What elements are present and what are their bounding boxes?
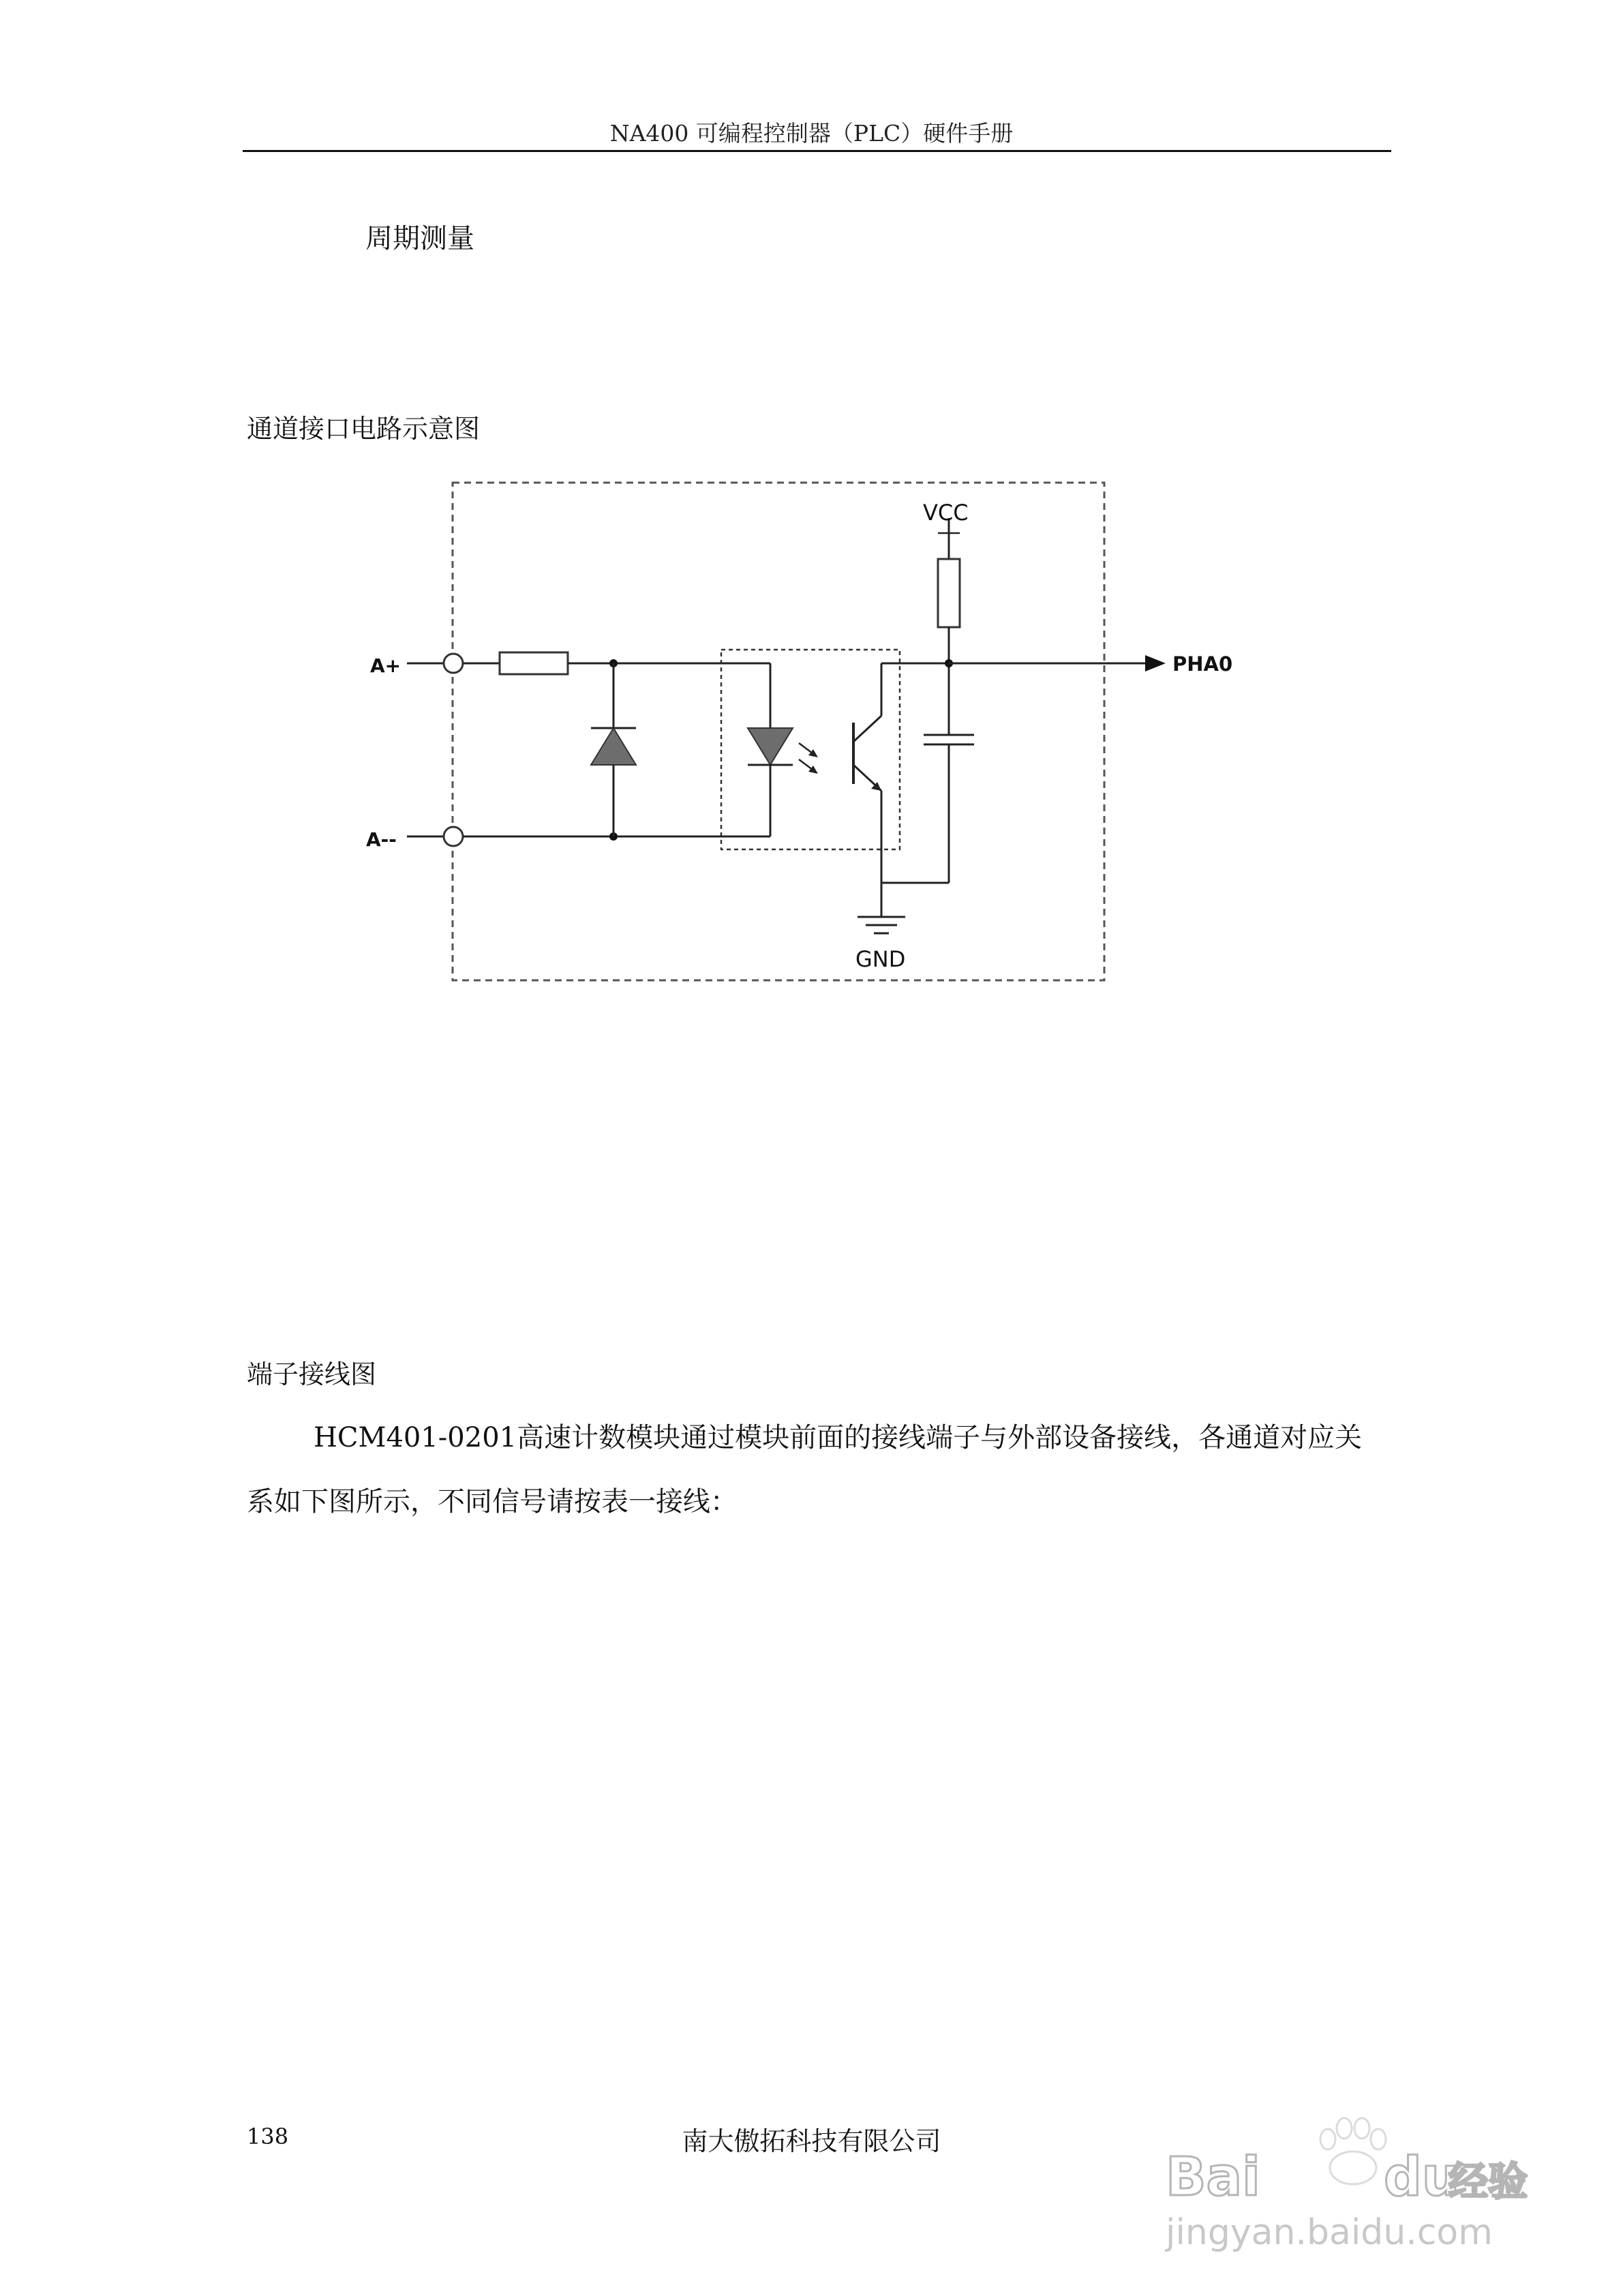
wiring-paragraph-line-2: 系如下图所示，不同信号请按表一接线： — [247, 1486, 738, 1517]
page-number: 138 — [247, 2124, 289, 2149]
circuit-diagram-heading: 通道接口电路示意图 — [247, 414, 481, 444]
wiring-paragraph-line-1: HCM401-0201高速计数模块通过模块前面的接线端子与外部设备接线，各通道对应关 — [314, 1422, 1363, 1453]
watermark-brand: Bai — [1166, 2147, 1260, 2208]
gnd-label: GND — [855, 946, 906, 972]
a-plus-terminal — [444, 654, 463, 673]
watermark-url: jingyan.baidu.com — [1166, 2212, 1493, 2253]
channel-interface-circuit-diagram — [0, 0, 1623, 1023]
protection-diode — [591, 728, 636, 765]
terminal-wiring-heading: 端子接线图 — [247, 1359, 377, 1389]
a-minus-label: A-- — [366, 828, 397, 851]
page-header-title: NA400 可编程控制器（PLC）硬件手册 — [609, 120, 1014, 147]
a-plus-label: A+ — [370, 654, 401, 677]
footer-company-name: 南大傲拓科技有限公司 — [682, 2126, 941, 2156]
watermark-brand-cn: 经验 — [1448, 2158, 1528, 2205]
watermark-brand-tail: du — [1384, 2147, 1460, 2208]
output-arrow — [1145, 655, 1166, 671]
pha0-output-label: PHA0 — [1172, 652, 1233, 676]
baidu-jingyan-watermark — [1159, 2066, 1541, 2270]
optocoupler-boundary — [721, 650, 900, 849]
paw-pad — [1330, 2151, 1376, 2184]
measure-line-text: 周期测量 — [365, 223, 474, 254]
input-resistor — [500, 652, 568, 674]
paw-toe — [1320, 2129, 1335, 2149]
opto-led — [748, 728, 793, 765]
vcc-label: VCC — [923, 500, 969, 526]
pullup-resistor — [938, 559, 960, 627]
a-minus-terminal — [444, 827, 463, 846]
